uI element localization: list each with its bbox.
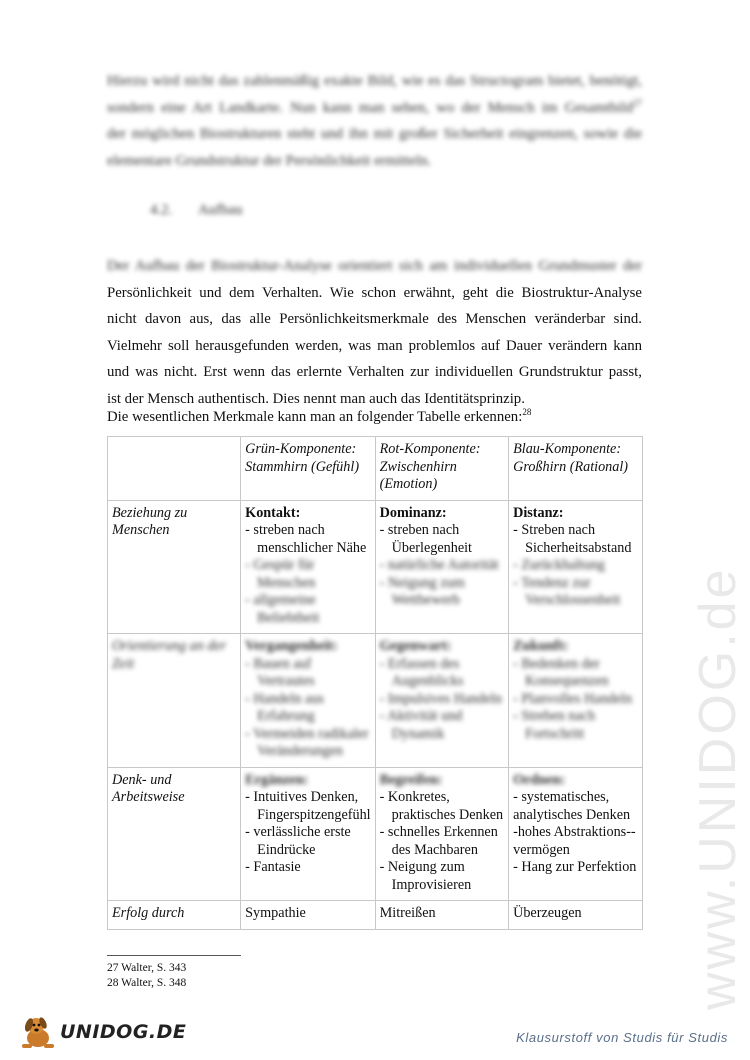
cell-item: - streben nach menschlicher Nähe (245, 522, 367, 556)
footnote-ref: 27 (633, 97, 642, 108)
cell-item: - Gespür für Menschen (245, 557, 316, 591)
table-cell (375, 500, 508, 634)
cell-item: - Hang zur Perfektion (513, 859, 637, 875)
intro-line: Hierzu wird nicht das zahlenmäßig exakte Bild, wie es das Structogram bietet, benötigt, (107, 73, 642, 89)
intro-line: der möglichen Biostrukturen steht und ihn mit großer Sicherheit eingrenzen, sowie die (107, 126, 642, 142)
table-cell (375, 767, 508, 901)
section-number: 4.2. (150, 202, 173, 218)
cell-item: - Streben nach Sicherheitsabstand (513, 522, 632, 556)
cell-item: - Planvolles Handeln (513, 690, 633, 707)
cell-item: - systematisches, analytisches Denken (513, 789, 631, 823)
section-heading (150, 202, 242, 219)
body-line: und was nicht. Erst wenn das erlernte Verhalten zur individuellen Grundstruktur passt, (107, 364, 642, 380)
row-label: Denk- und Arbeitsweise (108, 767, 241, 901)
cell-title: Distanz: (513, 504, 564, 521)
table-row (108, 767, 643, 901)
section-title: Aufbau (198, 202, 243, 218)
cell-item: - Neigung zum Improvisieren (379, 859, 472, 893)
table-cell: Mitreißen (375, 901, 508, 930)
cell-item: - Intuitives Denken, Fingerspitzengefühl (245, 789, 371, 823)
intro-line: elementare Grundstruktur der Persönlichkeit ermitteln. (107, 152, 432, 169)
row-label: Erfolg durch (108, 901, 241, 930)
footnotes (107, 961, 186, 990)
cell-title: Gegenwart: (379, 638, 452, 654)
unidog-logo (18, 1012, 186, 1052)
cell-title: Ordnen: (513, 771, 566, 788)
table-row (108, 901, 643, 930)
table-row (108, 500, 643, 634)
body-line: Der Aufbau der Biostruktur-Analyse orientiert sich am individuellen Grundmuster der (107, 258, 642, 274)
table-header-cell (108, 437, 241, 501)
intro-line: sondern eine Art Landkarte. Nun kann man sehen, wo der Mensch im Gesamtbild$^{27}$ (107, 97, 642, 116)
body-paragraph (107, 253, 642, 412)
cell-title: Vergangenheit: (245, 638, 338, 654)
body-line: Vielmehr soll herausgefunden werden, was man problemlos auf Dauer verändern kann (107, 337, 642, 354)
footnote-rule (107, 955, 241, 956)
cell-title: Begreifen: (379, 771, 443, 788)
table-header-cell: Grün-Komponente: Stammhirn (Gefühl) (241, 437, 375, 501)
table-cell (241, 500, 375, 634)
cell-title: Dominanz: (379, 504, 447, 521)
cell-item: - Erfassen des Augenblicks (379, 655, 464, 689)
cell-item: - schnelles Erkennen des Machbaren (379, 824, 498, 858)
cell-item: - Impulsives Handeln (379, 690, 502, 707)
cell-item: - Konkretes, praktisches Denken (379, 789, 504, 823)
cell-item: - Handeln aus Erfahrung (245, 690, 324, 724)
logo-text: UNIDOG.DE (60, 1021, 187, 1043)
cell-item: - Aktivität und Dynamik (379, 708, 463, 742)
table-cell: Überzeugen (509, 901, 643, 930)
cell-item: - streben nach Überlegenheit (379, 522, 472, 556)
body-line: ist der Mensch authentisch. Dies nennt man auch das Identitätsprinzip. (107, 390, 525, 407)
table-header-cell: Blau-Komponente: Großhirn (Rational) (509, 437, 643, 501)
body-line: Persönlichkeit und dem Verhalten. Wie schon erwähnt, geht die Biostruktur-Analyse (107, 284, 642, 301)
cell-item: - allgemeine Beliebtheit (245, 592, 320, 626)
table-row (108, 634, 643, 768)
cell-item: -hohes Abstraktions--vermögen (513, 824, 636, 858)
cell-item: - Tendenz zur Verschlossenheit (513, 574, 621, 608)
watermark (648, 280, 750, 1010)
footnote: 27 Walter, S. 343 (107, 962, 187, 974)
row-label: Beziehung zu Menschen (108, 500, 241, 634)
tagline: Klausurstoff von Studis für Studis (516, 1030, 728, 1045)
row-label: Orientierung an der Zeit (108, 634, 241, 768)
cell-item: - Fantasie (245, 859, 301, 875)
cell-item: - Bedenken der Konsequenzen (513, 655, 609, 689)
footnote-ref: 28 (522, 407, 532, 418)
cell-item: - verlässliche erste Eindrücke (245, 824, 351, 858)
dog-icon (18, 1012, 58, 1052)
cell-title: Zukunft: (513, 638, 569, 654)
body-line: nicht davon aus, das alle Persönlichkeitsmerkmale des Menschen veränderbar sind. (107, 311, 642, 327)
cell-item: - natürliche Autorität (379, 557, 499, 573)
table-cell (241, 767, 375, 901)
table-header-cell: Rot-Komponente: Zwischenhirn (Emotion) (375, 437, 508, 501)
table-cell (509, 500, 643, 634)
cell-item: - Vermeiden radikaler Veränderungen (245, 725, 369, 759)
table-cell (509, 634, 643, 768)
cell-item: - Zurückhaltung (513, 557, 605, 573)
table-cell (241, 634, 375, 768)
characteristics-table (107, 436, 643, 930)
table-cell: Sympathie (241, 901, 375, 930)
cell-title: Kontakt: (245, 504, 301, 521)
cell-title: Ergänzen: (245, 771, 309, 788)
footnote: 28 Walter, S. 348 (107, 976, 187, 989)
table-intro: Die wesentlichen Merkmale kann man an folgender Tabelle erkennen:$^{28}$ (107, 407, 532, 425)
table-header-row (108, 437, 643, 501)
cell-item: - Streben nach Fortschritt (513, 708, 596, 742)
cell-item: - Bauen auf Vertrautes (245, 655, 315, 689)
cell-item: - Neigung zum Wettbewerb (379, 574, 465, 608)
table-cell (375, 634, 508, 768)
table-cell (509, 767, 643, 901)
watermark-text: www.UNIDOG.de (689, 566, 747, 1010)
intro-paragraph (107, 68, 642, 174)
